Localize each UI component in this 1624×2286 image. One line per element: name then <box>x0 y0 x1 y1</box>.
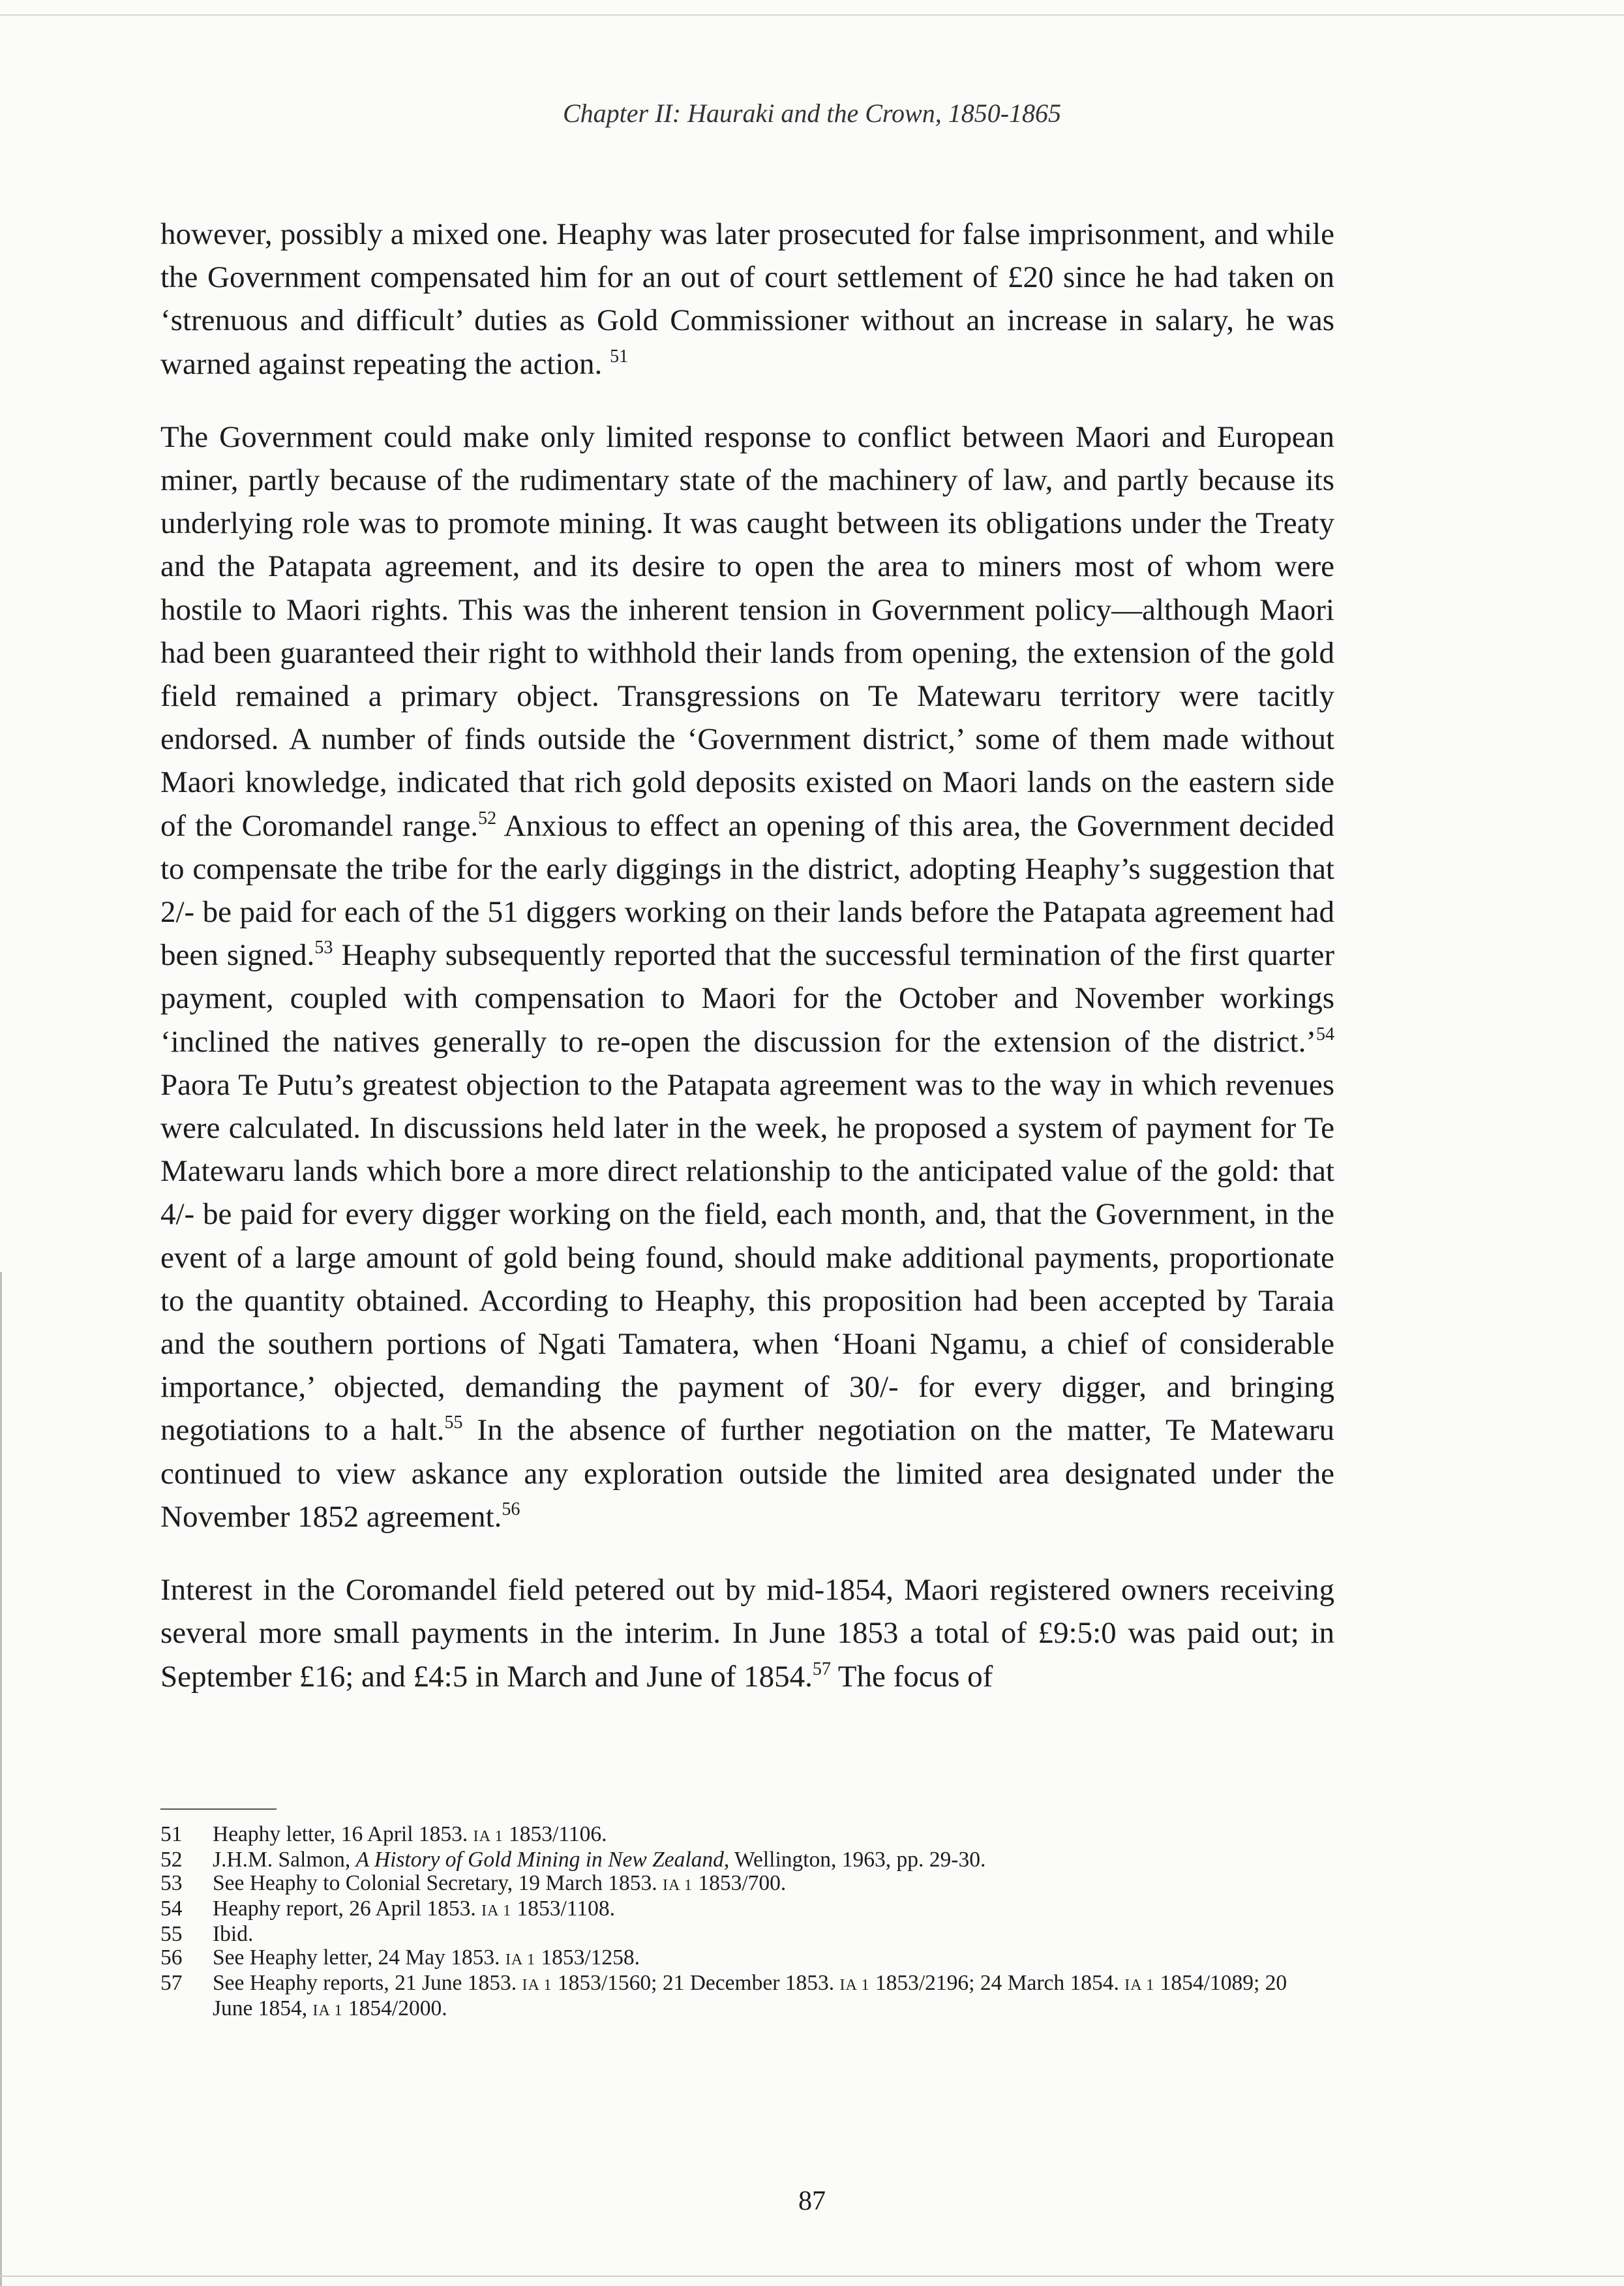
page-left-edge <box>0 1272 2 2286</box>
footnote-number: 55 <box>160 1922 183 1946</box>
footnote-number: 51 <box>160 1822 183 1846</box>
text-run: See Heaphy to Colonial Secretary, 19 March 1853. <box>213 1871 663 1895</box>
text-run: 1853/1108. <box>511 1897 615 1921</box>
footnote <box>160 1923 1321 1946</box>
footnote-number: 53 <box>160 1871 183 1895</box>
text-run: Heaphy report, 26 April 1853. <box>213 1897 482 1921</box>
footnote-ref: 56 <box>502 1499 520 1519</box>
archive-code: IA 1 <box>522 1977 552 1994</box>
paragraph <box>160 1568 1334 1698</box>
running-head: Chapter II: Hauraki and the Crown, 1850-1865 <box>562 99 1062 128</box>
text-run: 1853/1106. <box>503 1822 607 1846</box>
footnote-number: 56 <box>160 1945 183 1970</box>
archive-code: IA 1 <box>481 1902 512 1919</box>
footnote-number: 52 <box>160 1848 183 1872</box>
text-run: Ibid. <box>213 1922 254 1946</box>
paragraph <box>160 416 1334 1538</box>
archive-code: IA 1 <box>1124 1977 1155 1994</box>
text-run: The focus of <box>830 1659 993 1694</box>
text-run: however, possibly a mixed one. Heaphy was later prosecuted for false imprisonment, and while the Government compensated him for an out of court settlement of £20 since he had taken on ‘strenuous and difficult’ duties as Gold Commissioner without an increase in salary, he was warned against repeating the action. <box>160 217 1334 381</box>
footnote <box>160 1897 1321 1923</box>
archive-code: IA 1 <box>505 1951 535 1968</box>
page-number: 87 <box>798 2186 826 2216</box>
text-run: , Wellington, 1963, pp. 29-30. <box>723 1848 986 1872</box>
footnote-ref: 53 <box>314 937 333 958</box>
archive-code: IA 1 <box>312 2002 343 2019</box>
footnote-number: 54 <box>160 1897 183 1921</box>
page-top-edge <box>0 14 1624 16</box>
footnote-text <box>213 1872 1321 1897</box>
italic-title: A History of Gold Mining in New Zealand <box>355 1848 724 1872</box>
footnote-text <box>213 1972 1321 2022</box>
text-run: Paora Te Putu’s greatest objection to the Patapata agreement was to the way in which revenues were calculated. In discussions held later in the week, he proposed a system of payment for Te Matewaru lands which bore a more direct relationship to the anticipated value of the gold: that 4/- be paid for every digger working on the field, each month, and, that the Government, in the event of a large amount of gold being found, should make additional payments, proportionate to the quantity obtained. According to Heaphy, this proposition had been accepted by Taraia and the southern portions of Ngati Tamatera, when ‘Hoani Ngamu, a chief of considerable importance,’ objected, demanding the payment of 30/- for every digger, and bringing negotiations to a halt. <box>160 1067 1334 1448</box>
text-run: Anxious to effect an opening of this area, the Government decided to compensate the tribe for the early diggings in the district, adopting Heaphy’s suggestion that 2/- be paid for each of the 51 diggers working on their lands before the Patapata agreement had been signed. <box>160 808 1335 973</box>
footnote-ref: 57 <box>812 1658 831 1679</box>
text-run: J.H.M. Salmon, <box>213 1848 356 1872</box>
text-run: Heaphy letter, 16 April 1853. <box>213 1822 474 1846</box>
footnote-text <box>213 1823 1321 1848</box>
archive-code: IA 1 <box>662 1877 693 1894</box>
text-run: 1853/1258. <box>535 1945 640 1970</box>
footnote-ref: 54 <box>1316 1024 1334 1044</box>
text-run: 1854/2000. <box>342 1996 447 2020</box>
text-run: 1853/1560; 21 December 1853. <box>552 1971 840 1995</box>
text-run: 1854/1089; 20 June 1854, <box>213 1971 1287 2020</box>
footnote-ref: 51 <box>610 346 629 367</box>
text-run: See Heaphy reports, 21 June 1853. <box>213 1971 522 1995</box>
text-run: In the absence of further negotiation on the matter, Te Matewaru continued to view askance any exploration outside the limited area designated under the November 1852 agreement. <box>160 1413 1335 1534</box>
footnote <box>160 1848 1321 1872</box>
footnote <box>160 1823 1321 1848</box>
footnote-text <box>213 1848 1321 1872</box>
footnote <box>160 1972 1321 2022</box>
text-run: 1853/2196; 24 March 1854. <box>869 1971 1125 1995</box>
body-text <box>160 213 1334 1698</box>
paragraph <box>160 213 1334 386</box>
footnote-number: 57 <box>160 1971 183 1995</box>
page-bottom-edge <box>0 2276 1624 2277</box>
archive-code: IA 1 <box>839 1977 870 1994</box>
footnote-text <box>213 1897 1321 1923</box>
text-run: 1853/700. <box>692 1871 787 1895</box>
footnote-text <box>213 1946 1321 1972</box>
text-run: See Heaphy letter, 24 May 1853. <box>213 1945 505 1970</box>
footnote <box>160 1946 1321 1972</box>
footnote-text <box>213 1923 1321 1946</box>
text-run: The Government could make only limited response to conflict between Maori and European miner, partly because of the rudimentary state of the machinery of law, and partly because its underlying role was to promote mining. It was caught between its obligations under the Treaty and the Patapata agreement, and its desire to open the area to miners most of whom were hostile to Maori rights. This was the inherent tension in Government policy—although Maori had been guaranteed their right to withhold their lands from opening, the extension of the gold field remained a primary object. Transgressions on Te Matewaru territory were tacitly endorsed. A number of finds outside the ‘Government district,’ some of them made without Maori knowledge, indicated that rich gold deposits existed on Maori lands on the eastern side of the Coromandel range. <box>160 419 1334 843</box>
footnotes <box>160 1823 1321 2022</box>
footnote-rule <box>160 1808 277 1810</box>
footnote-ref: 55 <box>444 1412 463 1433</box>
footnote <box>160 1872 1321 1897</box>
footnote-ref: 52 <box>478 808 497 829</box>
archive-code: IA 1 <box>473 1828 504 1845</box>
text-run: Heaphy subsequently reported that the successful termination of the first quarter payment, coupled with compensation to Maori for the October and November workings ‘inclined the natives generally to re-open the discussion for the extension of the district.’ <box>160 938 1334 1059</box>
text-run: Interest in the Coromandel field petered out by mid-1854, Maori registered owners receiving several more small payments in the interim. In June 1853 a total of £9:5:0 was paid out; in September £16; and £4:5 in March and June of 1854. <box>160 1573 1334 1694</box>
